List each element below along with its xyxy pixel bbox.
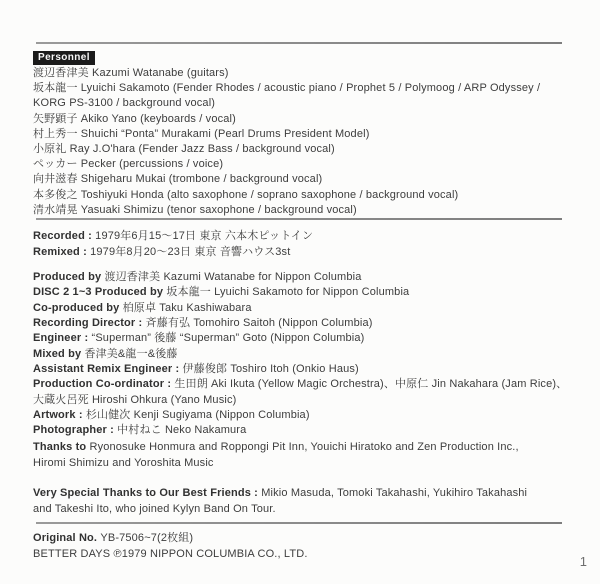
text-line: 村上秀一 Shuichi “Ponta” Murakami (Pearl Drums President Model): [33, 127, 370, 140]
text-line: Artwork : 杉山健次 Kenji Sugiyama (Nippon Columbia): [33, 409, 310, 422]
thanks-note: [33, 440, 578, 471]
text-line: Produced by 渡辺香津美 Kazumi Watanabe for Nippon Columbia: [33, 271, 362, 283]
text-line: 清水靖晃 Yasuaki Shimizu (tenor saxophone / background vocal): [33, 203, 357, 216]
text-line: Original No. YB-7506~7(2枚組): [33, 532, 194, 544]
text-line: and Takeshi Ito, who joined Kylyn Band On Tour.: [33, 502, 276, 515]
personnel-section-label: [33, 51, 95, 65]
text-line: Co-produced by 柏原卓 Taku Kashiwabara: [33, 301, 252, 314]
text-line: Recording Director : 斉藤有弘 Tomohiro Saitoh (Nippon Columbia): [33, 317, 373, 330]
catalog-footer: [33, 531, 578, 562]
text-line: Photographer : 中村ねこ Neko Nakamura: [33, 424, 247, 437]
text-line: 小原礼 Ray J.O'hara (Fender Jazz Bass / background vocal): [33, 143, 335, 156]
text-line: Remixed : 1979年8月20〜23日 東京 音響ハウス3st: [33, 245, 291, 258]
text-line: Hiromi Shimizu and Yoroshita Music: [33, 456, 214, 469]
divider-middle: [36, 218, 562, 220]
production-credits: [33, 270, 578, 439]
page-number: 1: [579, 554, 587, 569]
text-line: KORG PS-3100 / background vocal): [33, 97, 216, 110]
text-line: Engineer : “Superman” 後藤 “Superman” Goto (Nippon Columbia): [33, 332, 365, 345]
text-line: DISC 2 1~3 Produced by 坂本龍一 Lyuichi Sakamoto for Nippon Columbia: [33, 286, 410, 299]
text-line: ペッカー Pecker (percussions / voice): [33, 158, 224, 171]
divider-top: [36, 42, 562, 44]
text-line: 大蔵火呂死 Hiroshi Ohkura (Yano Music): [33, 393, 237, 406]
personnel-label-text: Personnel: [38, 52, 90, 63]
text-line: Production Co-ordinator : 生田朗 Aki Ikuta (Yellow Magic Orchestra)、中原仁 Jin Nakahara (Jam Rice)、: [33, 378, 568, 391]
text-line: 向井滋春 Shigeharu Mukai (trombone / background vocal): [33, 173, 323, 186]
divider-bottom: [36, 522, 562, 524]
text-line: 本多俊之 Toshiyuki Honda (alto saxophone / soprano saxophone / background vocal): [33, 188, 459, 201]
text-line: Very Special Thanks to Our Best Friends : Mikio Masuda, Tomoki Takahashi, Yukihiro Takahashi: [33, 487, 528, 499]
text-line: Assistant Remix Engineer : 伊藤俊郎 Toshiro Itoh (Onkio Haus): [33, 363, 359, 376]
personnel-list: [33, 66, 578, 218]
recording-info: [33, 229, 578, 260]
special-thanks-note: [33, 486, 578, 517]
text-line: 矢野顕子 Akiko Yano (keyboards / vocal): [33, 112, 236, 125]
text-line: Mixed by 香津美&龍一&後藤: [33, 347, 178, 360]
text-line: BETTER DAYS ℗1979 NIPPON COLUMBIA CO., LTD.: [33, 547, 308, 560]
text-line: Thanks to Ryonosuke Honmura and Roppongi Pit Inn, Youichi Hiratoko and Zen Production Inc.,: [33, 441, 519, 453]
text-line: 渡辺香津美 Kazumi Watanabe (guitars): [33, 67, 229, 79]
text-line: Recorded : 1979年6月15〜17日 東京 六本木ピットイン: [33, 230, 314, 242]
text-line: 坂本龍一 Lyuichi Sakamoto (Fender Rhodes / acoustic piano / Prophet 5 / Polymoog / ARP Odyssey /: [33, 82, 541, 95]
